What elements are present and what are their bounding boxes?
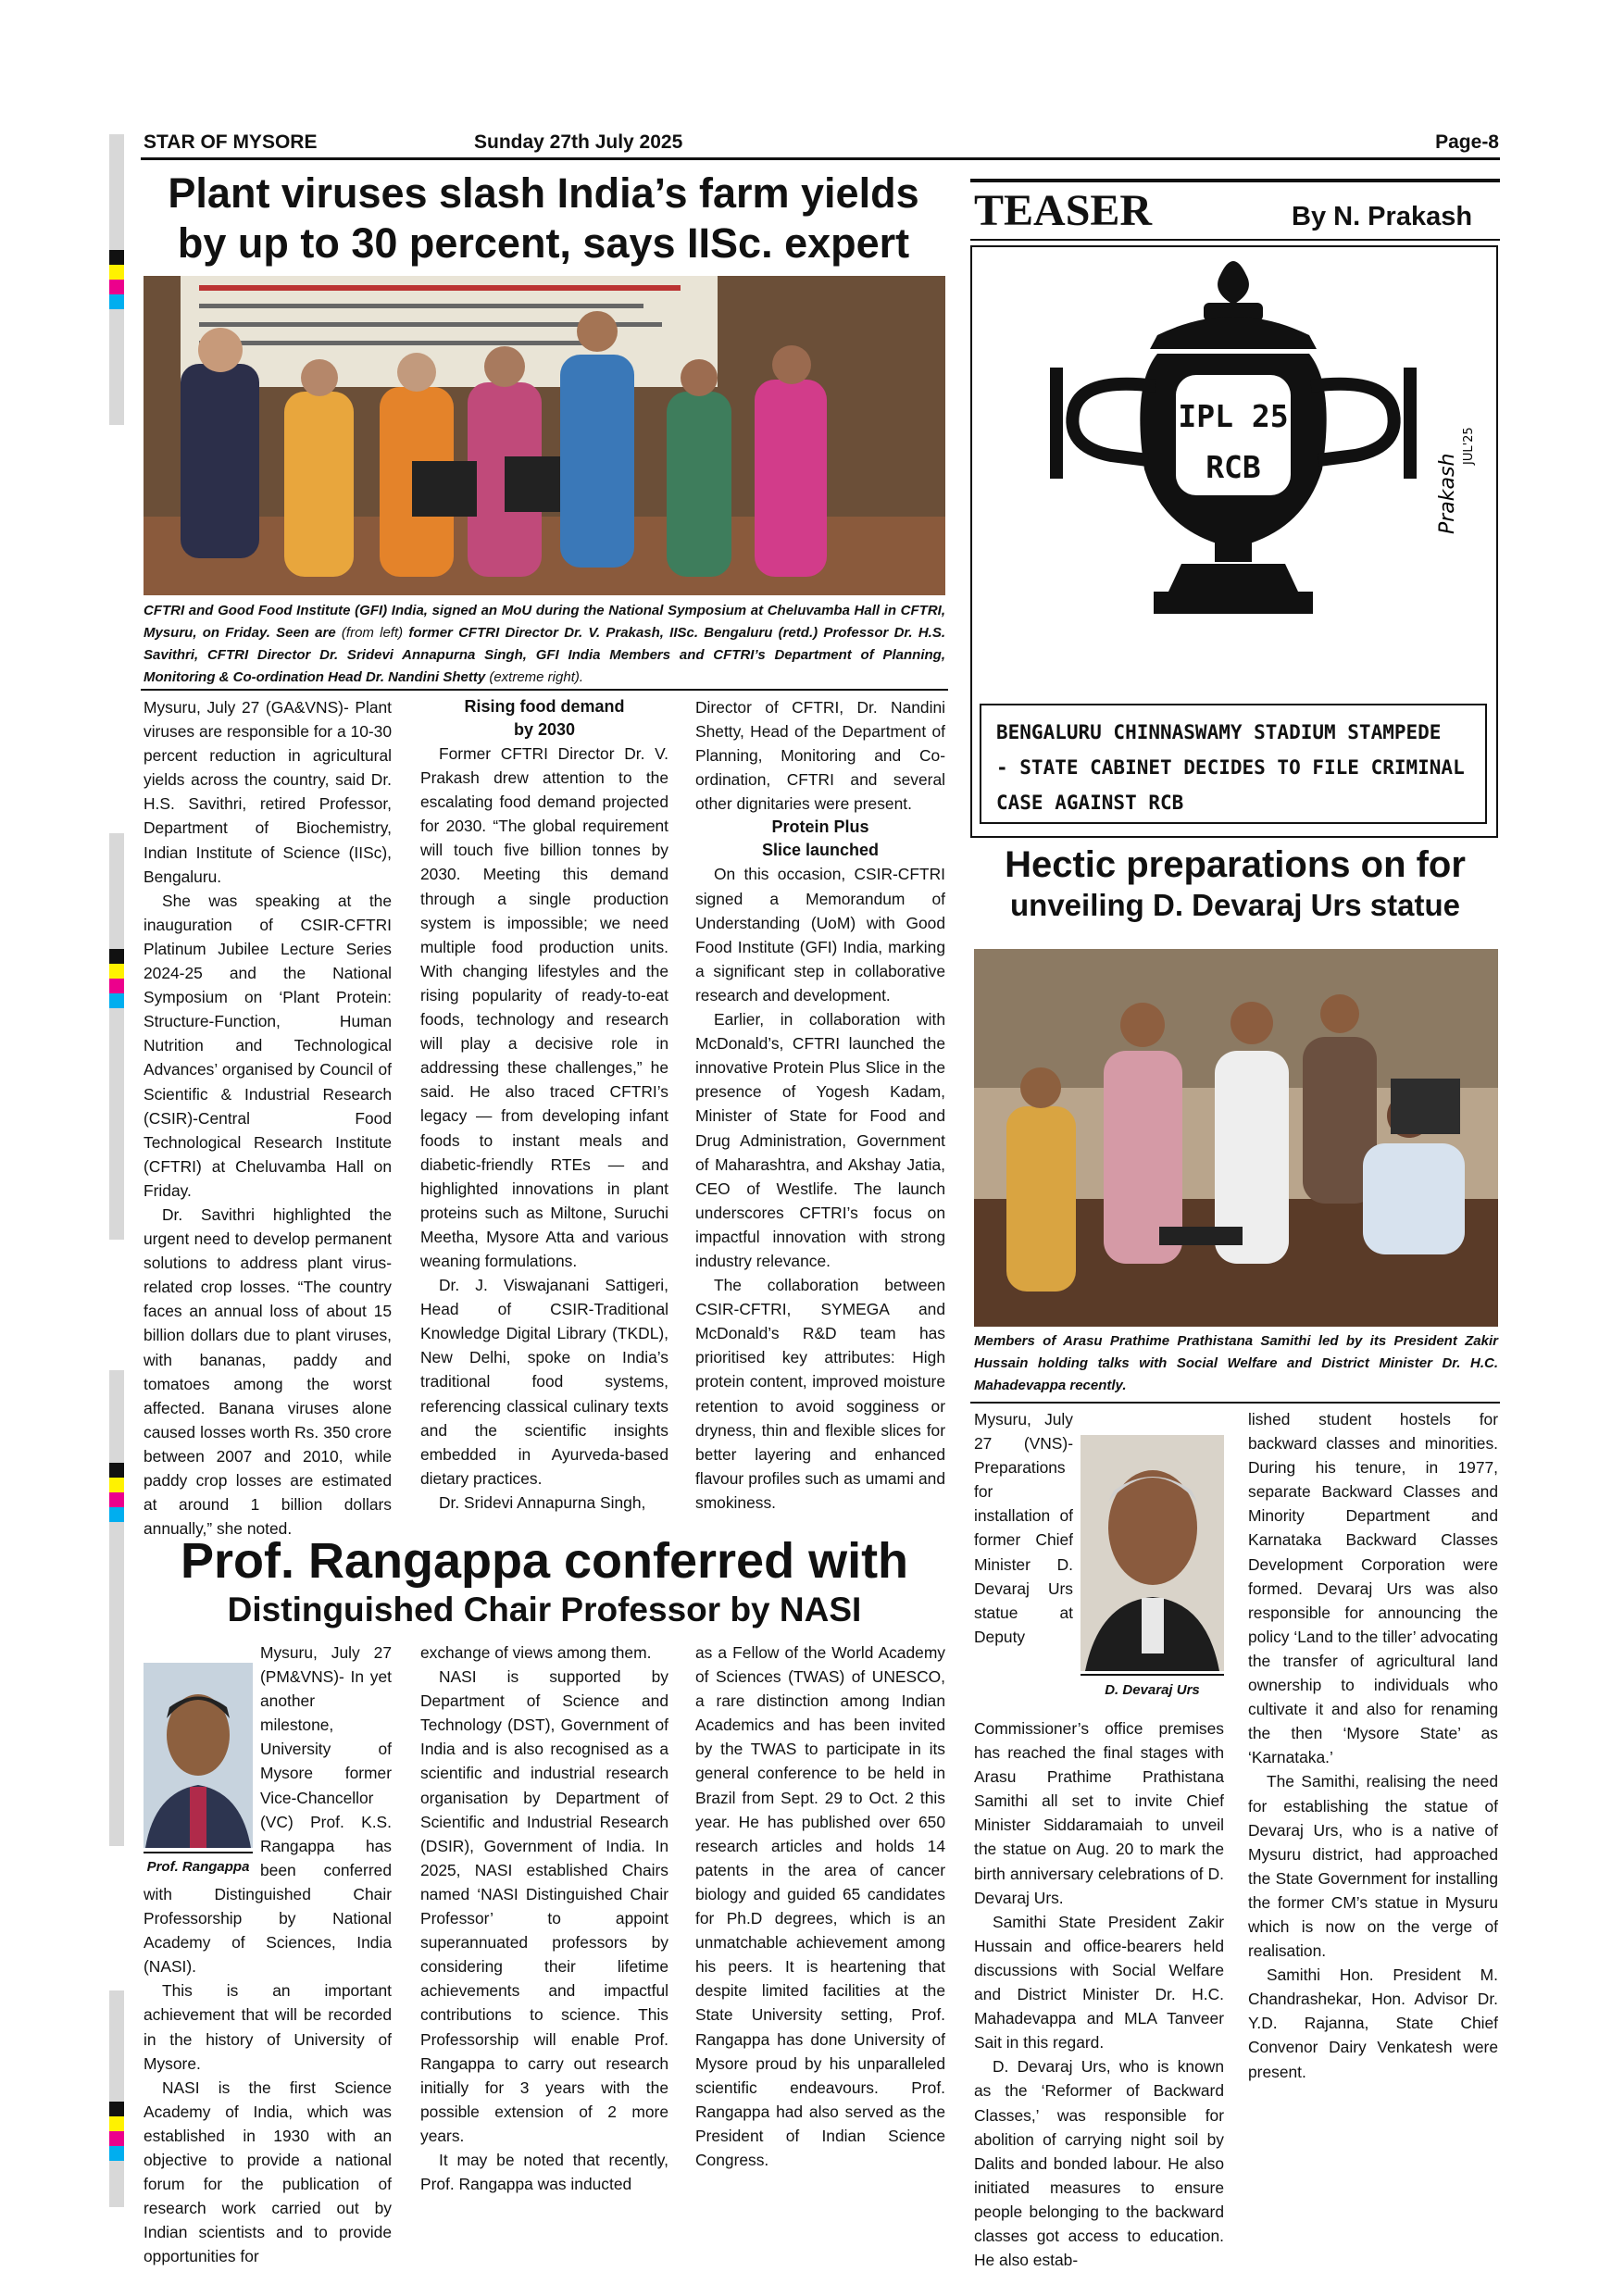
story3-photo-caption: Members of Arasu Prathime Prathistana Samithi led by its President Zakir Hussain holding talks with Social Welfare and District Minister Dr. H.C. Mahadevappa recently. [974,1333,1498,1393]
story1-photo [144,276,945,595]
masthead-rule [141,157,1500,160]
story3-para: Mysuru, July 27 (VNS)- Preparations for installation of former Chief Minister D. Devaraj Urs statue at Deputy Commissioner’s office premises has reached the final stages with Arasu Prathime Prathistana Samithi all set to invite Chief Minister Siddaramaiah to unveil the statue on Aug. 20 to mark the birth anniversary celebrations of D. Devaraj Urs. [974,1410,1224,1907]
story1-column-2 [420,695,668,1515]
story2-para: as a Fellow of the World Academy of Sciences (TWAS) of UNESCO, a rare distinction among Indian Academics and has been invited by the TWAS to participate in its general conference to be held in Brazil from Sept. 29 to Oct. 2 this year. He has published over 650 research articles and holds 14 patents in the area of cancer biology and guided 65 candidates for Ph.D degrees, which is an unmatchable achievement among his peers. It is heartening that despite limited facilities at the State University setting, Prof. Rangappa has done University of Mysore proud by his unparalleled scientific endeavours. Prof. Rangappa had also served as the President of Indian Science Congress. [695,1643,945,2169]
story1-para: On this occasion, CSIR-CFTRI signed a Memorandum of Understanding (UoM) with Good Food Institute (GFI) India, marking a significant step in collaborative research and development. [695,865,945,1004]
story1-headline-line1: Plant viruses slash India’s farm yields [168,169,919,217]
rangappa-caption: Prof. Rangappa [146,1859,250,1875]
story1-para: Earlier, in collaboration with McDonald’s, CFTRI launched the innovative Protein Plus Slice in the presence of Yogesh Kadam, Minister of State for Food and Drug Administration, Government of Maharashtra, and Akshay Jatia, CEO of Westlife. The launch underscores CFTRI’s focus on impactful innovation with strong industry relevance. [695,1010,945,1270]
devaraj-urs-caption: D. Devaraj Urs [1105,1682,1200,1698]
story1-para: She was speaking at the inauguration of CSIR-CFTRI Platinum Jubilee Lecture Series 2024-25 and the National Symposium on ‘Plant Protein: Structure-Function, Human Nutrition and Technological Advances’ organised by Council of Scientific & Industrial Research (CSIR)-Central Food Technological Research Institute (CFTRI) at Cheluvamba Hall on Friday. [144,891,392,1200]
trophy-drawing [972,247,1496,645]
story3-headline [970,842,1500,924]
story2-headline-line2: Distinguished Chair Professor by NASI [227,1591,862,1629]
story3-para: Samithi Hon. President M. Chandrashekar, Hon. Advisor Dr. Y.D. Rajanna, State Chief Convenor Dairy Venkatesh were present. [1248,1965,1498,2081]
masthead-date: Sunday 27th July 2025 [474,131,683,153]
story1-para: The collaboration between CSIR-CFTRI, SYMEGA and McDonald’s R&D team has prioritised key attributes: High protein content, improved moisture retention to avoid sogginess or dryness, thin and flexible slices for better layering and enhanced flavour profiles such as umami and smokiness. [695,1276,945,1512]
svg-text:Prakash: Prakash [1436,453,1459,534]
story2-headline [141,1532,948,1630]
cartoon-caption-line3: CASE AGAINST RCB [996,792,1184,814]
story2-headline-line1: Prof. Rangappa conferred with [180,1533,909,1589]
story2-para: Mysuru, July 27 (PM&VNS)- In yet another milestone, University of Mysore former Vice-Chancellor (VC) Prof. K.S. Rangappa has been conferred with Distinguished Chair Professorship by National Academy of Sciences, India (NASI). [144,1643,392,1977]
story2-column-1 [144,1641,392,2268]
story3-para: lished student hostels for backward classes and minorities. During his tenure, in 1977, separate Backward Classes and Minority Department and Karnataka Backward Classes Development Corporation were formed. Devaraj Urs was also responsible for announcing the policy ‘Land to the tiller’ advocating the transfer of agricultural land ownership to individuals who cultivate it and also for renaming the then ‘Mysore State’ as ‘Karnataka.’ [1248,1410,1498,1767]
story3-para: The Samithi, realising the need for establishing the statue of Devaraj Urs, who is a native of Mysuru district, had approached the State Government for installing the former CM’s statue in Mysuru which is now on the verge of realisation. [1248,1772,1498,1961]
registration-marks [109,134,124,425]
story1-para: Dr. Savithri highlighted the urgent need to develop permanent solutions to address plant virus-related crop losses. “The country faces an annual loss of about 15 billion dollars due to plant viruses, with bananas, paddy and tomatoes among the worst affected. Banana viruses alone caused losses worth Rs. 350 crore between 2007 and 2010, while paddy crop losses are estimated at around 1 billion dollars annually,” she noted. [144,1204,392,1539]
svg-text:JUL'25: JUL'25 [1462,427,1476,465]
story1-para: Mysuru, July 27 (GA&VNS)- Plant viruses are responsible for a 10-30 percent reduction in agricultural yields across the country, said Dr. H.S. Savithri, retired Professor, Department of Biochemistry, Indian Institute of Science (IISc), Bengaluru. [144,698,392,886]
story1-photo-caption: CFTRI and Good Food Institute (GFI) India, signed an MoU during the National Symposium at Cheluvamba Hall in CFTRI, Mysuru, on Friday. Seen are (from left) former CFTRI Director Dr. V. Prakash, IISc. Bengaluru (retd.) Professor Dr. H.S. Savithri, CFTRI Director Dr. Sridevi Annapurna Singh, GFI India Members and CFTRI’s Department of Planning, Monitoring & Co-ordination Head Dr. Nandini Shetty (extreme right). [144,603,945,685]
story3-headline-line2: unveiling D. Devaraj Urs statue [1010,888,1460,922]
story1-headline-line2: by up to 30 percent, says IISc. expert [177,219,910,267]
story1-headline [141,168,946,268]
story2-column-2 [420,1641,668,2196]
story1-para: Former CFTRI Director Dr. V. Prakash drew attention to the escalating food demand projected for 2030. “The global requirement will touch five billion tonnes by 2030. Meeting this demand through a single production system is impossible; we need multiple food production units. With changing lifestyles and the rising popularity of ready-to-eat foods, technology and research will play a decisive role in addressing these challenges,” he said. He also traced CFTRI’s legacy — from developing infant foods to instant meals and diabetic-friendly RTEs — and highlighted innovations in plant proteins such as Miltone, Suruchi Meetha, Mysore Atta and various weaning formulations. [420,744,668,1270]
story2-para: This is an important achievement that will be recorded in the history of University of Mysore. [144,1981,392,2073]
story3-para: D. Devaraj Urs, who is known as the ‘Reformer of Backward Classes,’ was responsible for abolition of carrying night soil by Dalits and bonded labour. He also initiated measures to ensure people belonging to the backward classes got access to education. He also estab- [974,2057,1224,2270]
story1-para: Dr. J. Viswajanani Sattigeri, Head of CSIR-Traditional Knowledge Digital Library (TKDL), New Delhi, spoke on India’s traditional food systems, referencing classical culinary texts and the scientific insights embedded in Ayurveda-based dietary practices. [420,1276,668,1488]
trophy-label-line1: IPL 25 [1178,398,1289,434]
story2-para: NASI is supported by Department of Science and Technology (DST), Government of India and is also recognised as a scientific and industrial research organisation by Department of Scientific and Industrial Research (DSIR), Government of India. In 2025, NASI established Chairs named ‘NASI Distinguished Chair Professor’ to appoint superannuated professors by considering their lifetime achievements and impactful contributions to science. This Professorship will enable Prof. Rangappa to carry out research initially for 3 years with the possible extension of 2 more years. [420,1667,668,2145]
cartoon-caption-box [980,704,1487,824]
story1-subheading-protein-slice: Protein Plus Slice launched [761,817,880,860]
story3-column-1 [974,1407,1224,2272]
story1-para: Dr. Sridevi Annapurna Singh, [439,1492,646,1512]
teaser-byline: By N. Prakash [1292,202,1473,231]
devaraj-urs-inset [1081,1435,1224,1713]
story1-para: Director of CFTRI, Dr. Nandini Shetty, Head of the Department of Planning, Monitoring and Co-ordination, CFTRI and several other dignitaries were present. [695,698,945,814]
story1-column-3 [695,695,945,1515]
masthead-paper-name: STAR OF MYSORE [144,131,318,153]
masthead-page-number: Page-8 [1435,131,1499,153]
rangappa-portrait [144,1663,253,1848]
story2-para: It may be noted that recently, Prof. Rangappa was inducted [420,2150,668,2194]
devaraj-urs-portrait [1081,1435,1224,1671]
story3-para: Samithi State President Zakir Hussain and office-bearers held discussions with Social Welfare and District Minister Dr. H.C. Mahadevappa and MLA Tanveer Sait in this regard. [974,1912,1224,2053]
story2-column-3 [695,1641,945,2172]
rangappa-inset [144,1663,253,1878]
teaser-title: TEASER [974,186,1153,235]
teaser-cartoon [970,245,1498,838]
story1-subheading-food-demand: Rising food demand by 2030 [464,697,625,739]
cartoon-caption-line2: - STATE CABINET DECIDES TO FILE CRIMINAL [996,756,1465,779]
story3-headline-line1: Hectic preparations on for [1005,844,1466,885]
cartoon-caption-line1: BENGALURU CHINNASWAMY STADIUM STAMPEDE [996,721,1442,743]
trophy-label-line2: RCB [1206,449,1261,485]
story3-column-2 [1248,1407,1498,2084]
story1-column-1 [144,695,392,1541]
story3-photo [974,949,1498,1327]
story2-para: NASI is the first Science Academy of India, which was established in 1930 with an objective to provide a national forum for the publication of research work carried out by Indian scientists and to provide opportunities for [144,2078,392,2266]
story2-para: exchange of views among them. [420,1643,652,1662]
